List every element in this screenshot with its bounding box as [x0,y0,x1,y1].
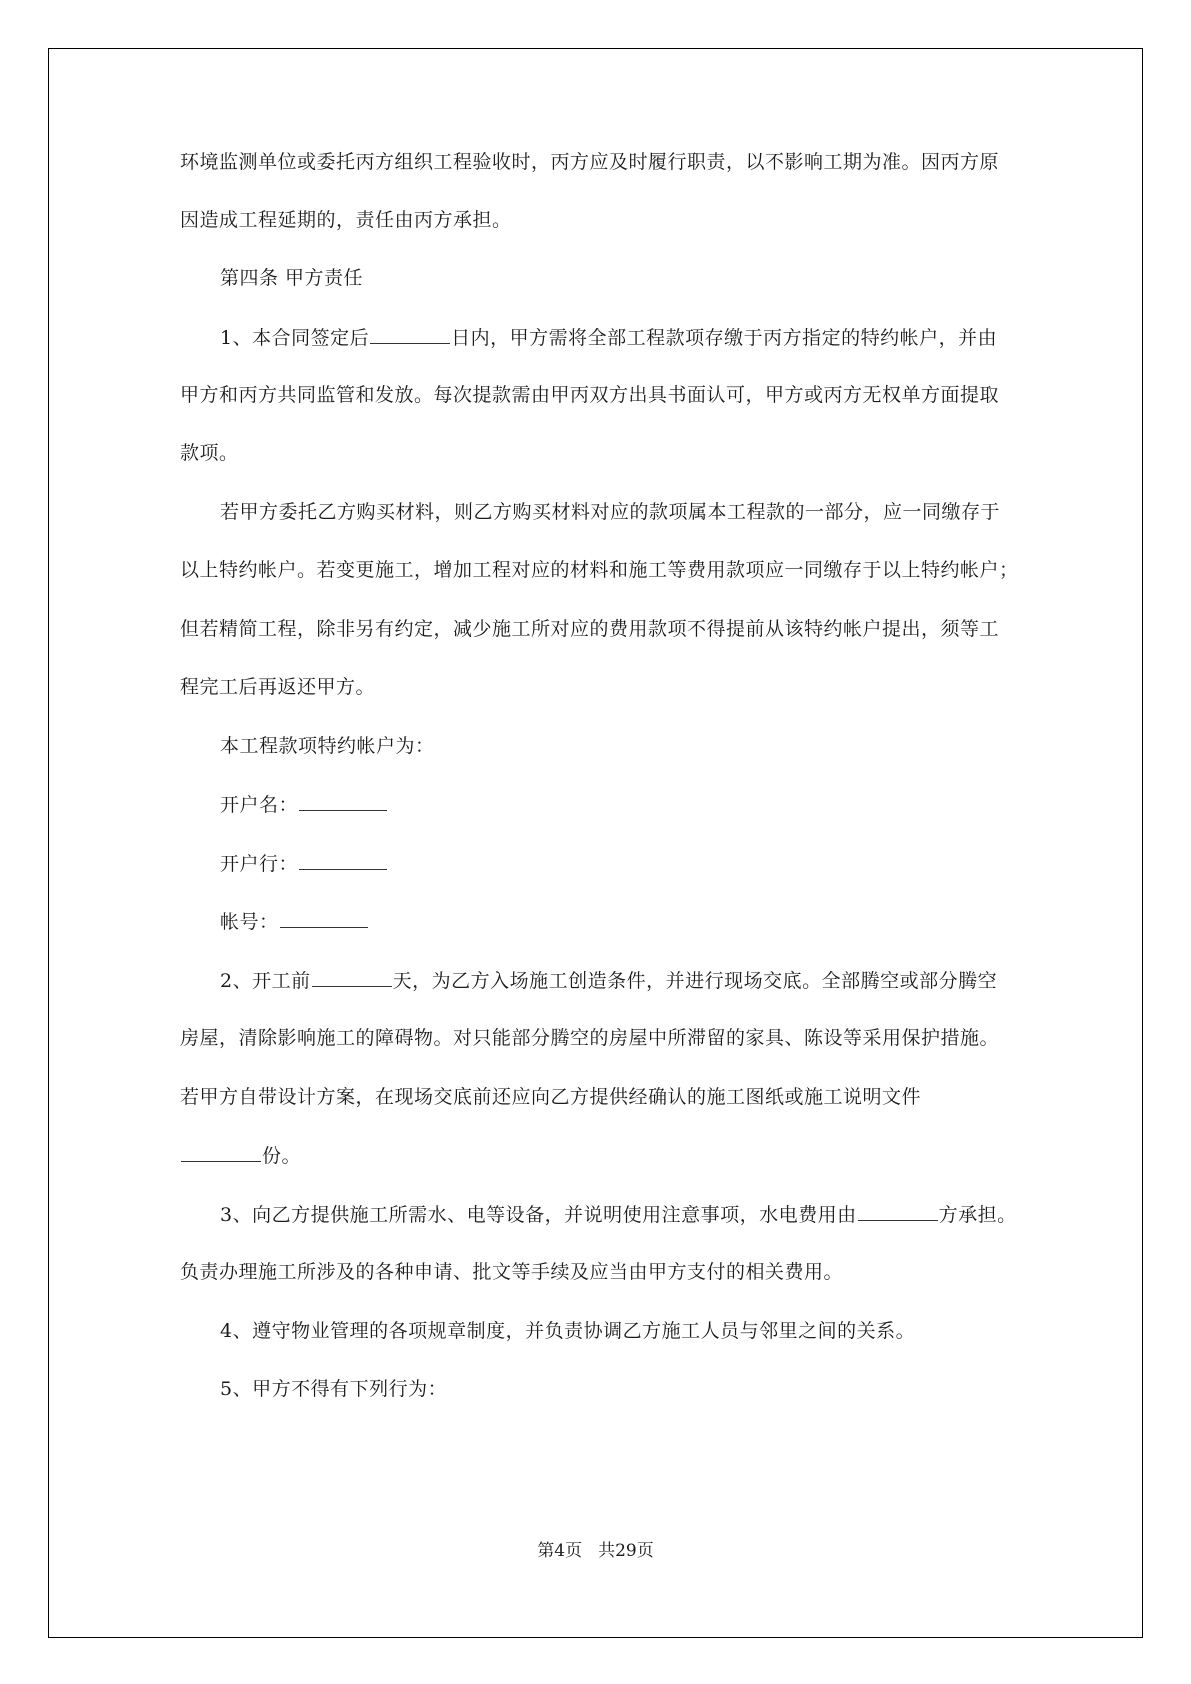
paragraph-line: 环境监测单位或委托丙方组织工程验收时，丙方应及时履行职责，以不影响工期为准。因丙方原 [180,151,1000,173]
fill-in-blank[interactable] [858,1202,938,1221]
page-footer [0,1536,1191,1561]
bank-row [220,851,388,876]
clause-text: 3、向乙方提供施工所需水、电等设备，并说明使用注意事项，水电费用由 [220,1204,857,1226]
paragraph-line: 款项。 [180,442,239,464]
paragraph-line [220,325,997,350]
clause-text: 份。 [262,1145,302,1167]
fill-in-blank[interactable] [181,1143,261,1162]
paragraph-line [180,1143,301,1168]
fill-in-blank[interactable] [370,325,450,344]
account-number-blank[interactable] [280,909,368,928]
paragraph-line [220,968,997,993]
paragraph-line: 房屋，清除影响施工的障碍物。对只能部分腾空的房屋中所滞留的家具、陈设等采用保护措施。 [180,1027,1000,1049]
clause-text: 2、开工前 [220,970,311,992]
paragraph-line: 若甲方委托乙方购买材料，则乙方购买材料对应的款项属本工程款的一部分，应一同缴存于 [220,501,1001,523]
paragraph-line: 4、遵守物业管理的各项规章制度，并负责协调乙方施工人员与邻里之间的关系。 [220,1320,916,1342]
page-total: 共29页 [598,1541,654,1561]
paragraph-line: 但若精简工程，除非另有约定，减少施工所对应的费用款项不得提前从该特约帐户提出，须等工 [180,618,1000,640]
page-number: 第4页 [537,1541,583,1561]
clause-text: 1、本合同签定后 [220,327,370,349]
paragraph-line [220,1202,1017,1227]
clause-text: 天，为乙方入场施工创造条件，并进行现场交底。全部腾空或部分腾空 [392,970,998,992]
paragraph-line: 甲方和丙方共同监管和发放。每次提款需由甲丙双方出具书面认可，甲方或丙方无权单方面提取 [180,384,1000,406]
account-name-label: 开户名： [220,794,299,816]
clause-text: 日内，甲方需将全部工程款项存缴于丙方指定的特约帐户，并由 [451,327,998,349]
paragraph-line: 5、甲方不得有下列行为： [220,1378,448,1400]
account-name-blank[interactable] [299,792,387,811]
section-heading: 第四条 甲方责任 [220,267,364,289]
paragraph-line: 若甲方自带设计方案，在现场交底前还应向乙方提供经确认的施工图纸或施工说明文件 [180,1086,922,1108]
clause-text: 方承担。 [938,1204,1017,1226]
paragraph-line: 负责办理施工所涉及的各种申请、批文等手续及应当由甲方支付的相关费用。 [180,1261,844,1283]
paragraph-line: 以上特约帐户。若变更施工，增加工程对应的材料和施工等费用款项应一同缴存于以上特约帐户； [180,559,1019,581]
bank-label: 开户行： [220,853,299,875]
account-name-row [220,792,388,817]
paragraph-line: 因造成工程延期的，责任由丙方承担。 [180,209,512,231]
paragraph-line: 本工程款项特约帐户为： [220,735,435,757]
paragraph-line: 程完工后再返还甲方。 [180,676,376,698]
account-number-row [220,909,369,934]
page-border [48,48,1143,1638]
bank-blank[interactable] [299,851,387,870]
fill-in-blank[interactable] [312,968,392,987]
account-number-label: 帐号： [220,911,279,933]
